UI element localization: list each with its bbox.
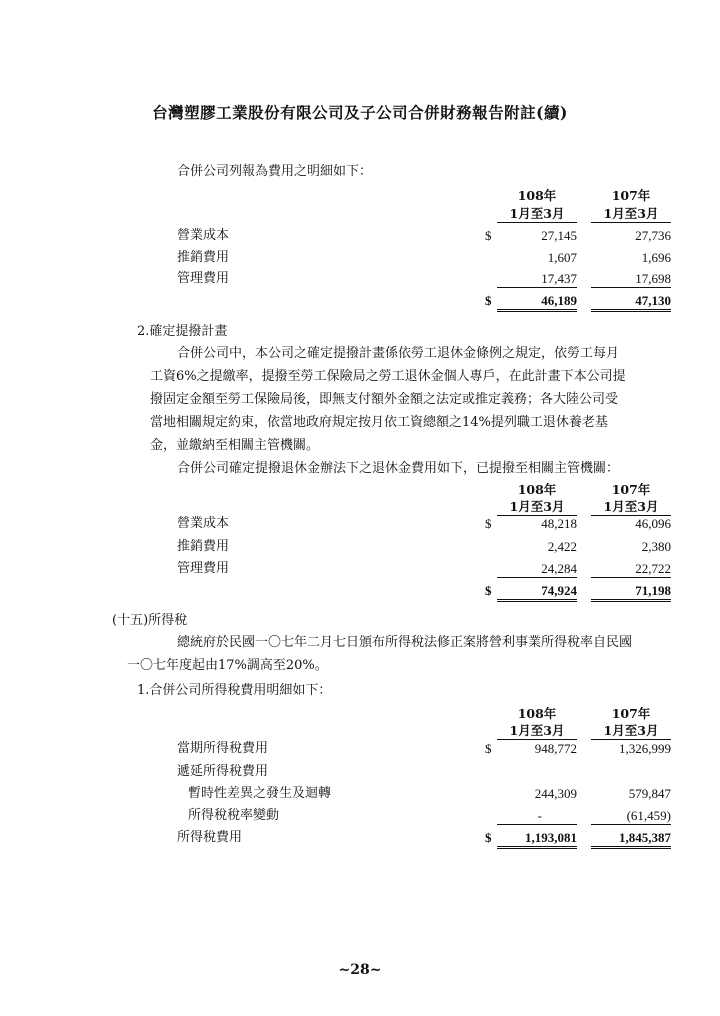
s2-total-currency: $ <box>485 583 492 598</box>
section2-paragraph-line: 撥固定金額至勞工保險局後，即無支付額外金額之法定或推定義務；各大陸公司受 <box>150 392 619 407</box>
s3-row-value-107: (61,459) <box>591 807 671 825</box>
s1-row-currency: $ <box>485 228 492 243</box>
s3-total-108: 1,193,081 <box>497 829 577 849</box>
section2-paragraph-line: 工資6%之提繳率，提撥至勞工保險局之勞工退休金個人專戶，在此計畫下本公司提 <box>150 369 626 384</box>
s3-row-value-107: 1,326,999 <box>619 741 671 756</box>
s1-row-value-108: 17,437 <box>497 270 577 288</box>
section2-intro: 合併公司確定提撥退休金辦法下之退休金費用如下，已提撥至相關主管機關： <box>177 461 620 476</box>
s3-dash-value: - <box>537 808 542 823</box>
s3-total-currency: $ <box>485 830 492 845</box>
s1-header-108-year: 108年 <box>517 188 557 203</box>
s1-total-107: 47,130 <box>591 292 671 312</box>
section2-paragraph-line: 合併公司中，本公司之確定提撥計畫係依勞工退休金條例之規定，依勞工每月 <box>177 346 620 361</box>
s2-header-108-year: 108年 <box>517 482 557 497</box>
page-number: ~28~ <box>338 962 382 978</box>
s1-row-value-107: 17,698 <box>591 270 671 288</box>
s3-row-label: 遞延所得稅費用 <box>177 764 269 779</box>
s2-row-label: 推銷費用 <box>177 539 230 554</box>
s3-header-108-period: 1月至3月 <box>497 723 577 740</box>
s3-header-108-year: 108年 <box>517 706 557 721</box>
s3-row-label: 暫時性差異之發生及迴轉 <box>188 786 332 801</box>
s2-row-label: 管理費用 <box>177 561 230 576</box>
section3-subheading: 1.合併公司所得稅費用明細如下： <box>137 683 332 698</box>
s3-row-value-108: 244,309 <box>534 786 577 801</box>
s2-row-currency: $ <box>485 516 492 531</box>
s2-header-107-year: 107年 <box>611 482 651 497</box>
s1-row-value-107: 1,696 <box>641 250 671 265</box>
s1-row-label: 營業成本 <box>177 228 230 243</box>
page-title: 台灣塑膠工業股份有限公司及子公司合併財務報告附註(續) <box>152 103 568 122</box>
s1-header-108-period: 1月至3月 <box>497 206 577 223</box>
s2-total-107: 71,198 <box>591 582 671 602</box>
section1-intro: 合併公司列報為費用之明細如下： <box>177 164 373 179</box>
s3-row-value-108 <box>497 807 577 825</box>
s1-row-label: 管理費用 <box>177 271 230 286</box>
s2-row-value-108: 2,422 <box>547 539 577 554</box>
s3-header-107-year: 107年 <box>611 706 651 721</box>
s2-total-108: 74,924 <box>497 582 577 602</box>
s2-row-label: 營業成本 <box>177 516 230 531</box>
section2-paragraph-line: 當地相關規定約束，依當地政府規定按月依工資總額之14%提列職工退休養老基 <box>150 415 608 430</box>
s2-row-value-107: 22,722 <box>591 560 671 578</box>
s2-row-value-108: 24,284 <box>497 560 577 578</box>
s1-row-value-108: 1,607 <box>547 250 577 265</box>
section3-paragraph-line: 總統府於民國一〇七年二月七日頒布所得稅法修正案將營利事業所得稅率自民國 <box>177 635 633 650</box>
section3-heading: (十五)所得稅 <box>112 613 188 628</box>
s1-header-107-year: 107年 <box>611 188 651 203</box>
section3-paragraph-line: 一〇七年度起由17%調高至20%。 <box>127 658 328 673</box>
s2-row-value-107: 46,096 <box>635 516 671 531</box>
s1-total-currency: $ <box>485 293 492 308</box>
s2-header-107-period: 1月至3月 <box>591 499 671 516</box>
s1-row-label: 推銷費用 <box>177 250 230 265</box>
s1-header-107-period: 1月至3月 <box>591 206 671 223</box>
s3-total-label: 所得稅費用 <box>177 830 243 845</box>
s3-row-currency: $ <box>485 741 492 756</box>
s2-row-value-107: 2,380 <box>641 539 671 554</box>
s3-row-value-107: 579,847 <box>628 786 671 801</box>
s1-total-108: 46,189 <box>497 292 577 312</box>
section2-heading: 2.確定提撥計畫 <box>137 324 228 339</box>
s3-row-value-108: 948,772 <box>534 741 577 756</box>
s1-row-value-108: 27,145 <box>541 228 577 243</box>
section2-paragraph-line: 金，並繳納至相關主管機關。 <box>150 438 320 453</box>
s3-header-107-period: 1月至3月 <box>591 723 671 740</box>
s1-row-value-107: 27,736 <box>635 228 671 243</box>
s2-row-value-108: 48,218 <box>541 516 577 531</box>
s2-header-108-period: 1月至3月 <box>497 499 577 516</box>
s3-row-label: 當期所得稅費用 <box>177 741 269 756</box>
s3-total-107: 1,845,387 <box>591 829 671 849</box>
s3-row-label: 所得稅稅率變動 <box>188 808 280 823</box>
